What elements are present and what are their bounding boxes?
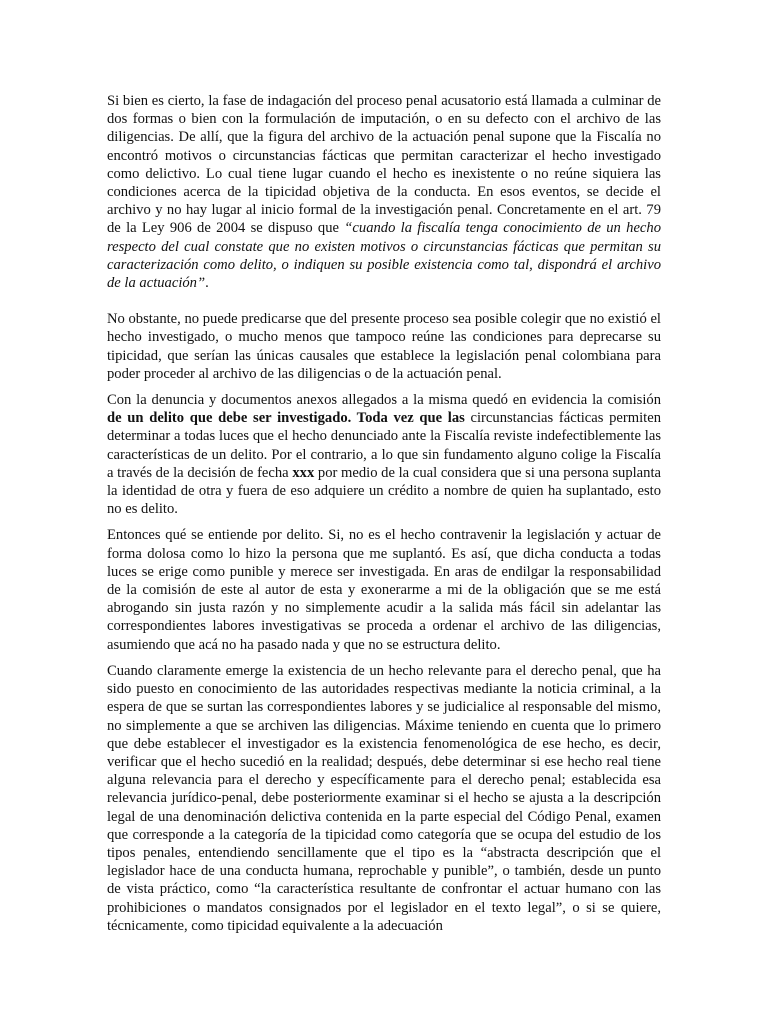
paragraph-5 xyxy=(107,662,661,935)
paragraph-1-text: Si bien es cierto, la fase de indagación del proceso penal acusatorio está llamada a culminar de dos formas o bien con la formulación de imputación, o en su defecto con el archivo de las diligencias. De allí, que la figura del archivo de la actuación penal supone que la Fiscalía no encontró motivos o circunstancias fácticas que permitan caracterizar el hecho investigado como delictivo. Lo cual tiene lugar cuando el hecho es inexistente o no reúne siquiera las condiciones acerca de la tipicidad objetiva de la conducta. En esos eventos, se decide el archivo y no hay lugar al inicio formal de la investigación penal. Concretamente en el art. 79 de la Ley 906 de 2004 se dispuso que xyxy=(107,93,661,237)
paragraph-3-text-b: circunstancias fácticas permiten determinar a todas luces que el hecho denunciado ante la Fiscalía reviste indefectiblemente las características de un delito. Por el contrario, a lo que sin fundamento alguno colige la Fiscalía a través de la decisión de fecha xyxy=(107,410,661,481)
paragraph-3-text-a: Con la denuncia y documentos anexos allegados a la misma quedó en evidencia la comisión xyxy=(107,392,661,409)
paragraph-3-bold-a: de un delito que debe ser investigado. Toda vez que las xyxy=(107,410,465,427)
document-body xyxy=(107,92,661,935)
paragraph-1-end: . xyxy=(205,275,209,292)
paragraph-2 xyxy=(107,310,661,383)
paragraph-4 xyxy=(107,526,661,653)
paragraph-1 xyxy=(107,92,661,292)
paragraph-3-text-c: por medio de la cual considera que si una persona suplanta la identidad de otra y fuera de eso adquiere un crédito a nombre de quien ha suplantado, esto no es delito. xyxy=(107,464,661,518)
law-quote: “cuando la fiscalía tenga conocimiento de un hecho respecto del cual constate que no existen motivos o circunstancias fácticas que permitan su caracterización como delito, o indiquen su posible existencia como tal, dispondrá el archivo de la actuación” xyxy=(107,220,661,292)
paragraph-3 xyxy=(107,391,661,518)
paragraph-5-text: Cuando claramente emerge la existencia de un hecho relevante para el derecho penal, que ha sido puesto en conocimiento de las autoridades respectivas mediante la noticia criminal, a la espera de que se surtan las correspondientes labores y se judicialice al responsable del mismo, no simplemente a que se archiven las diligencias. Máxime teniendo en cuenta que lo primero que debe establecer el investigador es la existencia fenomenológica de ese hecho, es decir, verificar que el hecho sucedió en la realidad; después, debe determinar si ese hecho real tiene alguna relevancia para el derecho y específicamente para el derecho penal; establecida esa relevancia jurídico-penal, debe posteriormente examinar si el hecho se ajusta a la descripción legal de una denominación delictiva contenida en la parte especial del Código Penal, examen que corresponde a la categoría de la tipicidad como categoría que se ocupa del estudio de los tipos penales, entendiendo sencillamente que el tipo es la “abstracta descripción que el legislador hace de una conducta humana, reprochable y punible”, o también, desde un punto de vista práctico, como “la característica resultante de confrontar el actuar humano con las prohibiciones o mandatos consignados por el legislador en el texto legal”, o si se quiere, técnicamente, como tipicidad equivalente a la adecuación xyxy=(107,662,661,934)
paragraph-4-text: Entonces qué se entiende por delito. Si, no es el hecho contravenir la legislación y actuar de forma dolosa como lo hizo la persona que me suplantó. Es así, que dicha conducta a todas luces se erige como punible y merece ser investigada. En aras de endilgar la responsabilidad de la comisión de este al autor de esta y exonerarme a mi de la obligación que se me está abrogando sin justa razón y no simplemente acudir a la salida más fácil sin adelantar las correspondientes labores investigativas se proceda a ordenar el archivo de las diligencias, asumiendo que acá no ha pasado nada y que no se estructura delito. xyxy=(107,527,661,653)
paragraph-2-text: No obstante, no puede predicarse que del presente proceso sea posible colegir que no existió el hecho investigado, o mucho menos que tampoco reúne las condiciones para deprecarse su tipicidad, que serían las únicas causales que establece la legislación penal colombiana para poder proceder al archivo de las diligencias o de la actuación penal. xyxy=(107,311,661,382)
decision-date-placeholder: xxx xyxy=(292,464,315,481)
